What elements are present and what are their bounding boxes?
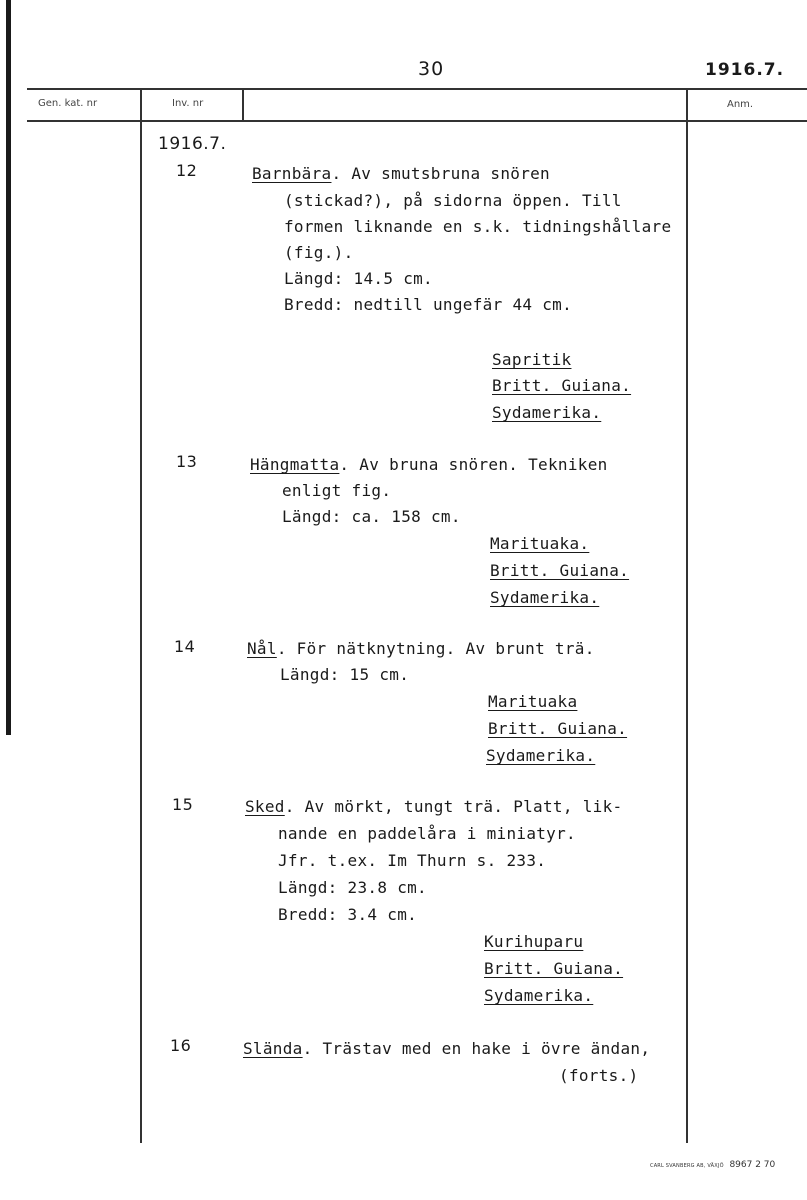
desc-line: Bredd: nedtill ungefär 44 cm. bbox=[284, 295, 573, 314]
col-header-anm: Anm. bbox=[727, 99, 754, 110]
continent: Sydamerika. bbox=[490, 588, 600, 607]
desc-line: Jfr. t.ex. Im Thurn s. 233. bbox=[278, 851, 547, 870]
page-number: 30 bbox=[418, 58, 445, 80]
desc-line: enligt fig. bbox=[282, 481, 392, 500]
desc-line: (stickad?), på sidorna öppen. Till bbox=[284, 191, 622, 210]
desc-line: Bredd: 3.4 cm. bbox=[278, 905, 418, 924]
inv-number: 14 bbox=[174, 637, 196, 656]
entry-title-line: Barnbära. Av smutsbruna snören bbox=[252, 164, 550, 183]
desc-line: formen liknande en s.k. tidningshållare bbox=[284, 217, 672, 236]
form-code: 8967 2 70 bbox=[729, 1160, 776, 1170]
header-top-rule bbox=[27, 88, 807, 90]
continent: Sydamerika. bbox=[484, 986, 594, 1005]
column-divider-desc bbox=[242, 88, 244, 120]
col-header-gen-kat: Gen. kat. nr bbox=[38, 98, 98, 109]
locality: Sapritik bbox=[492, 350, 572, 369]
continent: Sydamerika. bbox=[486, 746, 596, 765]
entry-title-line: Nål. För nätknytning. Av brunt trä. bbox=[247, 639, 595, 658]
batch-date: 1916.7. bbox=[158, 134, 227, 154]
desc-line: nande en paddelåra i miniatyr. bbox=[278, 824, 576, 843]
desc-line: Längd: 23.8 cm. bbox=[278, 878, 427, 897]
inv-number: 12 bbox=[176, 161, 198, 180]
locality: Marituaka bbox=[488, 692, 578, 711]
region: Britt. Guiana. bbox=[488, 719, 628, 738]
entry-title-line: Sked. Av mörkt, tungt trä. Platt, lik- bbox=[245, 797, 623, 816]
region: Britt. Guiana. bbox=[490, 561, 630, 580]
entry-title-line: Slända. Trästav med en hake i övre ändan, bbox=[243, 1039, 651, 1058]
region: Britt. Guiana. bbox=[484, 959, 624, 978]
item-name: Nål bbox=[247, 639, 277, 658]
item-name: Sked bbox=[245, 797, 285, 816]
printer-footer bbox=[650, 1160, 775, 1170]
entry-title-line: Hängmatta. Av bruna snören. Tekniken bbox=[250, 455, 608, 474]
col-header-inv: Inv. nr bbox=[172, 98, 204, 109]
item-name: Hängmatta bbox=[250, 455, 340, 474]
inv-number: 13 bbox=[176, 452, 198, 471]
header-bottom-rule bbox=[27, 120, 807, 122]
desc-line: (fig.). bbox=[284, 243, 354, 262]
column-divider-inv bbox=[140, 88, 142, 1143]
column-divider-anm bbox=[686, 88, 688, 1143]
desc-line: Längd: 14.5 cm. bbox=[284, 269, 433, 288]
continued-note: (forts.) bbox=[559, 1066, 639, 1085]
locality: Marituaka. bbox=[490, 534, 590, 553]
page-edge-bar bbox=[6, 0, 11, 735]
region: Britt. Guiana. bbox=[492, 376, 632, 395]
desc-line: Längd: ca. 158 cm. bbox=[282, 507, 461, 526]
locality: Kurihuparu bbox=[484, 932, 584, 951]
header-date: 1916.7. bbox=[705, 60, 785, 80]
printer-name: CARL SVANBERG AB, VÄXJÖ bbox=[650, 1163, 724, 1169]
continent: Sydamerika. bbox=[492, 403, 602, 422]
desc-line: Längd: 15 cm. bbox=[280, 665, 410, 684]
inv-number: 16 bbox=[170, 1036, 192, 1055]
item-name: Slända bbox=[243, 1039, 303, 1058]
inv-number: 15 bbox=[172, 795, 194, 814]
item-name: Barnbära bbox=[252, 164, 332, 183]
